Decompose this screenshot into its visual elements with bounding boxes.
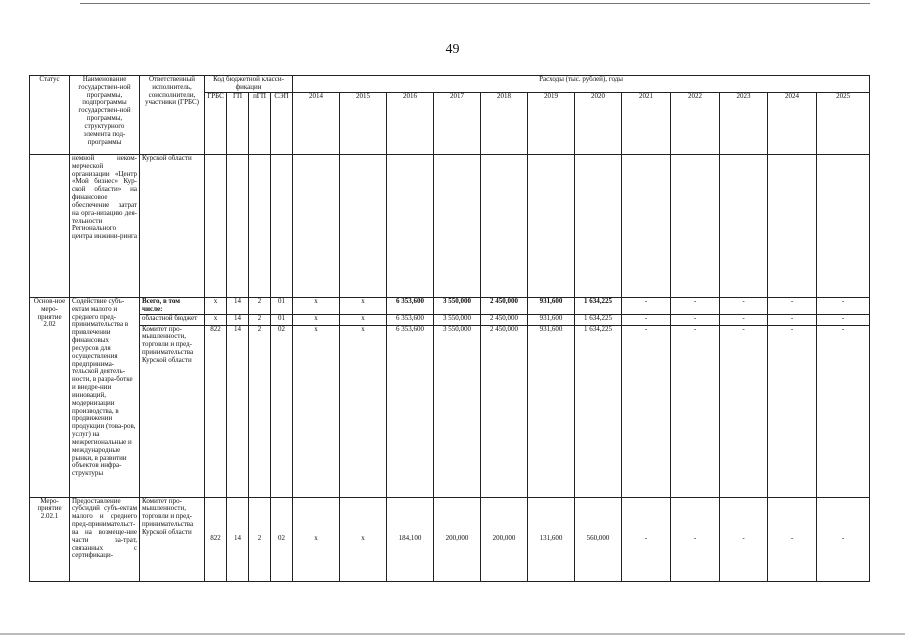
header-year: 2020	[575, 93, 622, 155]
value-cell: x	[340, 314, 387, 325]
code-sep: 02	[271, 497, 293, 581]
value-cell: 6 353,600	[387, 325, 434, 497]
value-cell: 931,600	[528, 325, 575, 497]
value-cell: -	[768, 314, 817, 325]
header-year: 2024	[768, 93, 817, 155]
responsible-cell: Комитет про-мышленности, торговли и пред-принимательства Курской области	[140, 325, 205, 497]
value-cell: x	[293, 325, 340, 497]
header-name: Наименование государствен-ной программы, подпрограммы государствен-ной программы, структурного элемента под-программы	[70, 76, 140, 155]
value-cell: -	[671, 314, 720, 325]
name-cell: немной неком-мерческой организации «Центр «Мой бизнес» Кур-ской области» на финансовое обеспечение затрат на орга-низацию дея-тельности Регионального центра инжини-ринга	[70, 155, 140, 298]
value-cell: x	[293, 298, 340, 315]
header-sep: СЭП	[271, 93, 293, 155]
value-cell: 1 634,225	[575, 325, 622, 497]
value-cell: x	[340, 497, 387, 581]
value-cell: 560,000	[575, 497, 622, 581]
status-cell: Основ-ное меро-приятие 2.02	[30, 298, 70, 498]
value-cell: -	[768, 298, 817, 315]
name-cell: Предоставление субсидий субъ-ектам малого и среднего пред-принимательст-ва на возмеще-ние части за-трат, связанных с сертификаци-	[70, 497, 140, 581]
header-budget-code: Код бюджетной класси-фикации	[205, 76, 293, 93]
value-cell: -	[720, 298, 768, 315]
responsible-cell: Комитет про-мышленности, торговли и пред-принимательства Курской области	[140, 497, 205, 581]
scan-bottom-edge	[0, 633, 905, 635]
header-year: 2022	[671, 93, 720, 155]
header-year: 2019	[528, 93, 575, 155]
name-cell: Содействие субъ-ектам малого и среднего пред-принимательства в привлечении финансовых ресурсов для осуществления предпринима-тельской деятель-ности, в разра-ботке и внедре-нии инноваций, модернизации производства, в продвижении продукции (това-ров, услуг) на межрегиональные и международные рынки, в развитии объектов инфра-структуры	[70, 298, 140, 498]
header-expenses: Расходы (тыс. рублей), годы	[293, 76, 870, 93]
value-cell: x	[340, 298, 387, 315]
value-cell: x	[293, 314, 340, 325]
value-cell: -	[817, 298, 870, 315]
code-gp: 14	[227, 298, 249, 315]
value-cell: -	[671, 497, 720, 581]
responsible-cell: Всего, в том числе:	[140, 298, 205, 315]
responsible-cell: областной бюджет	[140, 314, 205, 325]
value-cell: -	[817, 314, 870, 325]
value-cell: 1 634,225	[575, 298, 622, 315]
value-cell: -	[720, 314, 768, 325]
code-pgp: 2	[249, 298, 271, 315]
value-cell: 184,100	[387, 497, 434, 581]
header-responsible: Ответственный исполнитель, соисполнители, участники (ГРБС)	[140, 76, 205, 155]
header-year: 2015	[340, 93, 387, 155]
header-year: 2023	[720, 93, 768, 155]
header-year: 2017	[434, 93, 481, 155]
value-cell: -	[720, 325, 768, 497]
code-grbs: x	[205, 298, 227, 315]
value-cell: -	[768, 497, 817, 581]
code-sep: 02	[271, 325, 293, 497]
value-cell: 6 353,600	[387, 314, 434, 325]
table-row	[30, 497, 870, 581]
value-cell: -	[622, 314, 671, 325]
code-sep: 01	[271, 314, 293, 325]
code-grbs: x	[205, 314, 227, 325]
responsible-cell: Курской области	[140, 155, 205, 298]
value-cell: 3 550,000	[434, 298, 481, 315]
value-cell: -	[622, 298, 671, 315]
value-cell: x	[340, 325, 387, 497]
code-gp: 14	[227, 314, 249, 325]
value-cell: 200,000	[481, 497, 528, 581]
code-pgp: 2	[249, 314, 271, 325]
value-cell: 2 450,000	[481, 314, 528, 325]
value-cell: x	[293, 497, 340, 581]
code-gp: 14	[227, 325, 249, 497]
status-cell: Меро-приятие 2.02.1	[30, 497, 70, 581]
value-cell: -	[720, 497, 768, 581]
header-year: 2016	[387, 93, 434, 155]
value-cell: 931,600	[528, 298, 575, 315]
code-gp: 14	[227, 497, 249, 581]
table-row	[30, 155, 870, 298]
value-cell: -	[817, 325, 870, 497]
header-year: 2025	[817, 93, 870, 155]
table-row	[30, 325, 870, 497]
value-cell: 131,600	[528, 497, 575, 581]
header-year: 2014	[293, 93, 340, 155]
value-cell: -	[671, 325, 720, 497]
value-cell: 6 353,600	[387, 298, 434, 315]
value-cell: -	[622, 497, 671, 581]
header-year: 2021	[622, 93, 671, 155]
table-row	[30, 298, 870, 315]
budget-table	[29, 75, 870, 582]
value-cell: 200,000	[434, 497, 481, 581]
header-row-1	[30, 76, 870, 93]
value-cell: 3 550,000	[434, 314, 481, 325]
code-pgp: 2	[249, 497, 271, 581]
status-cell	[30, 155, 70, 298]
table-row	[30, 314, 870, 325]
header-grbs: ГРБС	[205, 93, 227, 155]
header-gp: ГП	[227, 93, 249, 155]
value-cell: 2 450,000	[481, 325, 528, 497]
value-cell: -	[768, 325, 817, 497]
value-cell: -	[671, 298, 720, 315]
value-cell: 2 450,000	[481, 298, 528, 315]
code-pgp: 2	[249, 325, 271, 497]
value-cell: 931,600	[528, 314, 575, 325]
code-sep: 01	[271, 298, 293, 315]
code-grbs: 822	[205, 497, 227, 581]
page-number: 49	[445, 42, 460, 57]
scan-top-edge	[80, 3, 870, 4]
value-cell: 1 634,225	[575, 314, 622, 325]
header-pgp: пГП	[249, 93, 271, 155]
code-grbs: 822	[205, 325, 227, 497]
value-cell: 3 550,000	[434, 325, 481, 497]
header-status: Статус	[30, 76, 70, 155]
header-year: 2018	[481, 93, 528, 155]
value-cell: -	[622, 325, 671, 497]
value-cell: -	[817, 497, 870, 581]
